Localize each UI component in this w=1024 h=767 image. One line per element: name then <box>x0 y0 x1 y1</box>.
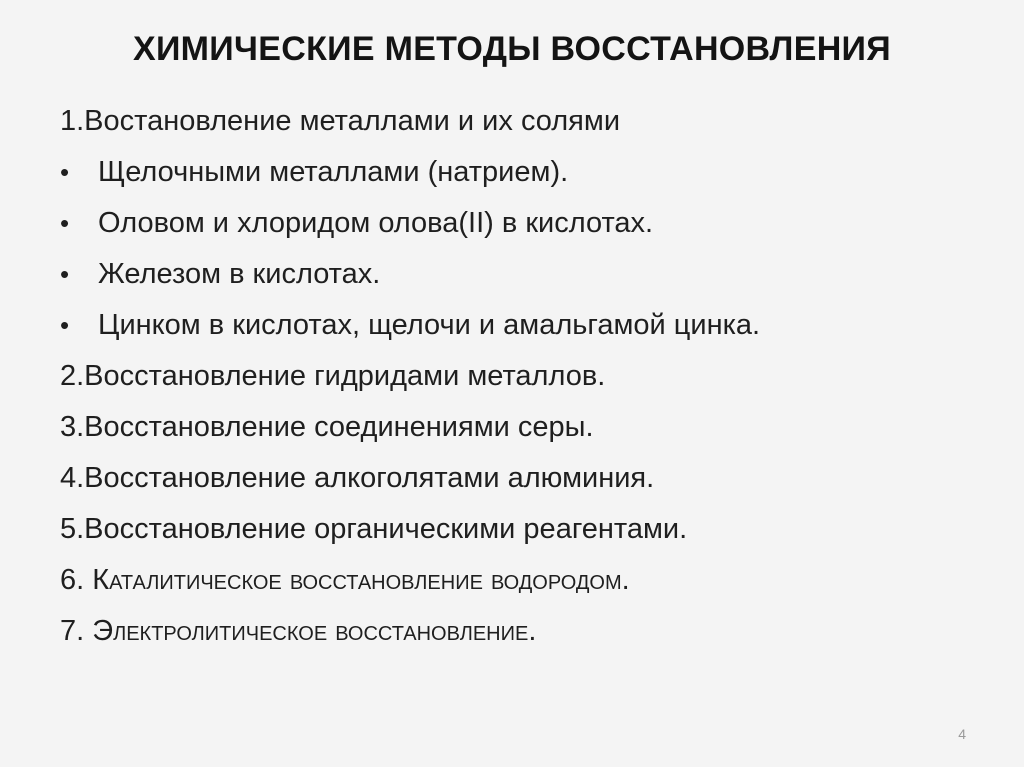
bullet-icon: • <box>60 259 70 289</box>
list-item-text: 1.Востановление металлами и их солями <box>60 105 621 137</box>
list-item-text: 6. Каталитическое восстановление водородом. <box>60 564 630 596</box>
list-item-text: 2.Восстановление гидридами металлов. <box>60 360 606 392</box>
list-item-2 <box>60 351 980 402</box>
list-item-7 <box>60 606 980 657</box>
list-item-5 <box>60 504 980 555</box>
list-item-text: 5.Восстановление органическими реагентами. <box>60 513 688 545</box>
sub-item-zinc <box>60 300 980 351</box>
list-item-text: Оловом и хлоридом олова(II) в кислотах. <box>98 207 654 239</box>
list-item-text: 7. Электролитическое восстановление. <box>60 615 537 647</box>
sub-item-tin <box>60 198 980 249</box>
slide-title: ХИМИЧЕСКИЕ МЕТОДЫ ВОССТАНОВЛЕНИЯ <box>132 30 892 68</box>
list-item-text: Железом в кислотах. <box>98 258 381 290</box>
list-item-text: Цинком в кислотах, щелочи и амальгамой цинка. <box>98 309 761 341</box>
list-item-4 <box>60 453 980 504</box>
list-item-6 <box>60 555 980 606</box>
sub-item-alkali-metals <box>60 147 980 198</box>
bullet-icon: • <box>60 310 70 340</box>
page-number: 4 <box>958 726 966 742</box>
list-item-text: 4.Восстановление алкоголятами алюминия. <box>60 462 655 494</box>
sub-item-iron <box>60 249 980 300</box>
list-item-3 <box>60 402 980 453</box>
list-item-text: 3.Восстановление соединениями серы. <box>60 411 594 443</box>
method-list <box>60 96 980 657</box>
bullet-icon: • <box>60 208 70 238</box>
list-item-1 <box>60 96 980 147</box>
list-item-text: Щелочными металлами (натрием). <box>98 156 569 188</box>
bullet-icon: • <box>60 157 70 187</box>
